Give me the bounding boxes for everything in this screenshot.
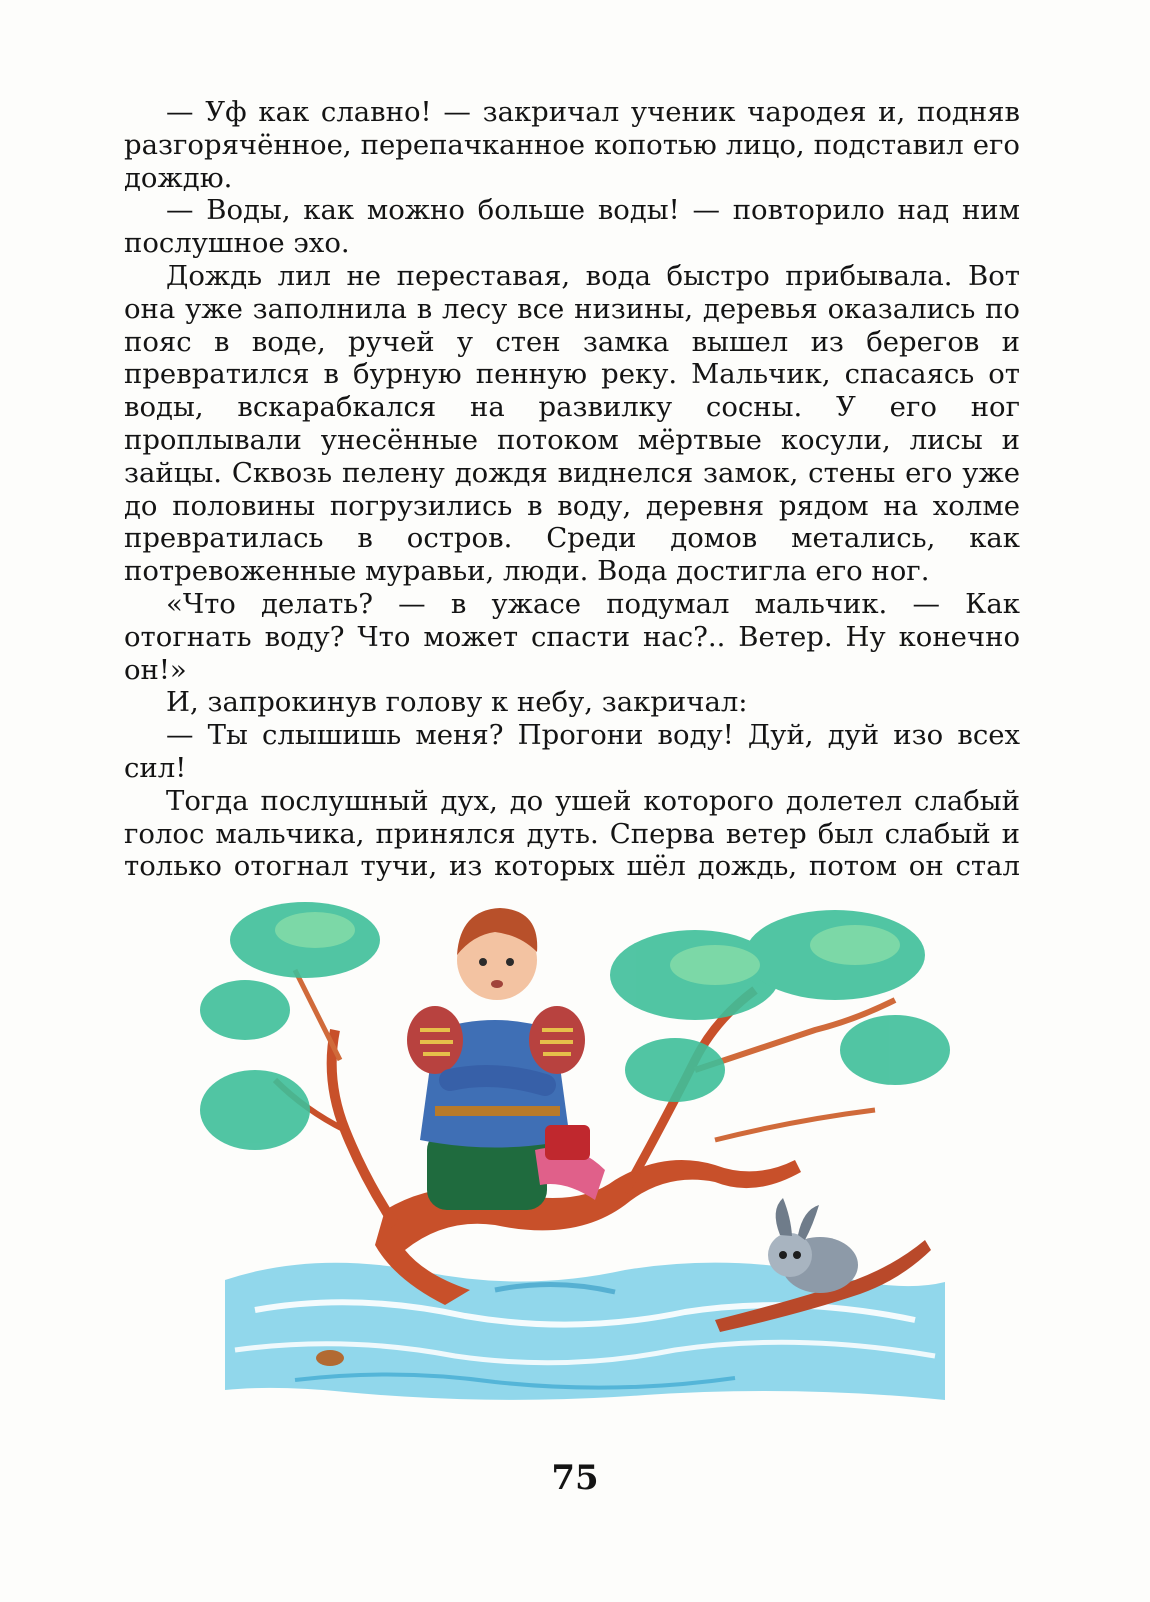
boy-figure (407, 908, 605, 1210)
floating-object (316, 1350, 344, 1366)
paragraph: И, запрокинув голову к небу, закричал: (166, 686, 748, 719)
page-number: 75 (551, 1458, 599, 1498)
paragraph: «Что делать? — в ужасе подумал мальчик. — Как отогнать воду? Что может спасти нас?.. Ветер. Ну конечно он!» (124, 587, 1020, 686)
illustration (195, 880, 955, 1410)
paragraph: — Ты слышишь меня? Прогони воду! Дуй, дуй изо всех сил! (124, 719, 1020, 784)
paragraph: — Воды, как можно больше воды! — повторило над ним послушное эхо. (124, 194, 1020, 260)
text-body (124, 96, 1020, 883)
paragraph: — Уф как славно! — закричал ученик чародея и, подняв разгорячённое, перепачканное копотью лицо, подставил его дождю. (124, 96, 1020, 194)
paragraph: Тогда послушный дух, до ушей которого долетел слабый голос мальчика, принялся дуть. Сперва ветер был слабый и только отогнал тучи, из которых шёл дождь, потом он стал (124, 784, 1020, 883)
paragraph: Дождь лил не переставая, вода быстро прибывала. Вот она уже заполнила в лесу все низины, деревья оказались по пояс в воде, ручей у стен замка вышел из берегов и превратился в бурную пенную реку. Мальчик, спасаясь от воды, вскарабкался на развилку сосны. У его ног проплывали унесённые потоком мёртвые косули, лисы и зайцы. Сквозь пелену дождя виднелся замок, стены его уже до половины погрузились в воду, деревня рядом на холме превратилась в остров. Среди домов метались, как потревоженные муравьи, люди. Вода достигла его ног. (124, 259, 1020, 588)
